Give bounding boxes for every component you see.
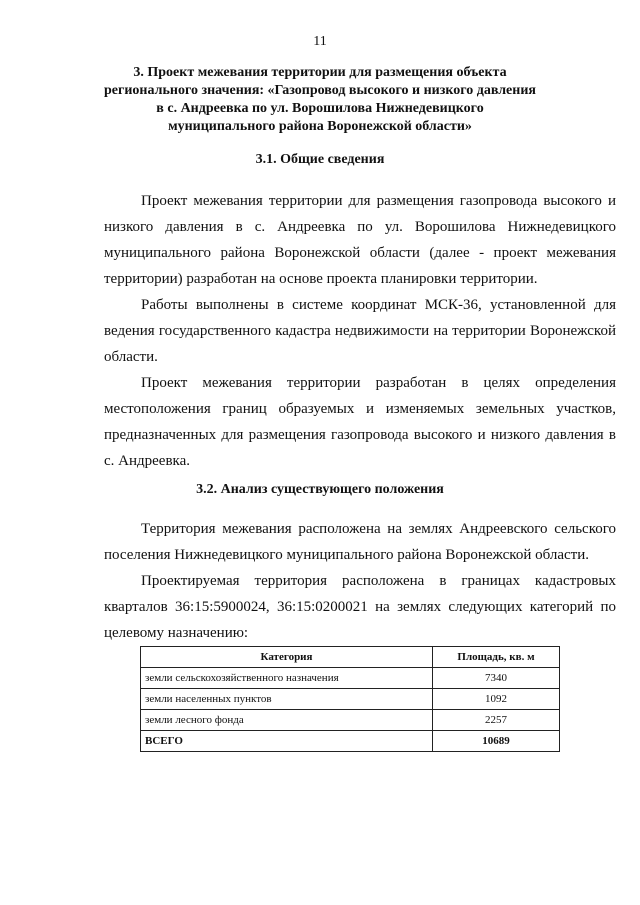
category-cell: земли сельскохозяйственного назначения	[141, 668, 433, 689]
section-title-line: в с. Андреевка по ул. Ворошилова Нижнедевицкого	[156, 101, 484, 116]
section-title	[100, 64, 540, 136]
subsection-title-general: 3.1. Общие сведения	[255, 152, 385, 167]
column-header-area: Площадь, кв. м	[433, 647, 560, 668]
area-cell: 2257	[433, 710, 560, 731]
category-cell: земли населенных пунктов	[141, 689, 433, 710]
table-row	[141, 668, 560, 689]
area-cell: 7340	[433, 668, 560, 689]
section-title-line: муниципального района Воронежской области»	[168, 119, 472, 134]
area-cell: 1092	[433, 689, 560, 710]
paragraph: Работы выполнены в системе координат МСК-36, установленной для ведения государственного кадастра недвижимости на территории Воронежской области.	[104, 297, 616, 365]
table-row	[141, 689, 560, 710]
paragraph: Территория межевания расположена на землях Андреевского сельского поселения Нижнедевицкого муниципального района Воронежской области.	[104, 521, 616, 563]
table-row	[141, 710, 560, 731]
subsection-title-analysis: 3.2. Анализ существующего положения	[196, 482, 444, 497]
paragraph: Проектируемая территория расположена в границах кадастровых кварталов 36:15:5900024, 36:15:0200021 на землях следующих категорий по целевому назначению:	[104, 573, 616, 641]
total-area-cell: 10689	[433, 731, 560, 752]
paragraph: Проект межевания территории для размещения газопровода высокого и низкого давления в с. Андреевка по ул. Ворошилова Нижнедевицкого муниципального района Воронежской области (далее - проект межевания территории) разработан на основе проекта планировки территории.	[104, 193, 616, 287]
total-label-cell: ВСЕГО	[141, 731, 433, 752]
page-number: 11	[313, 34, 327, 49]
table-header-row	[141, 647, 560, 668]
paragraph: Проект межевания территории разработан в целях определения местоположения границ образуемых и изменяемых земельных участков, предназначенных для размещения газопровода высокого и низкого давления в с. Андреевка.	[104, 375, 616, 469]
section-title-line: 3. Проект межевания территории для размещения объекта	[133, 65, 507, 80]
category-cell: земли лесного фонда	[141, 710, 433, 731]
table-total-row	[141, 731, 560, 752]
column-header-category: Категория	[141, 647, 433, 668]
land-category-table	[140, 646, 560, 752]
section-title-line: регионального значения: «Газопровод высокого и низкого давления	[104, 83, 536, 98]
